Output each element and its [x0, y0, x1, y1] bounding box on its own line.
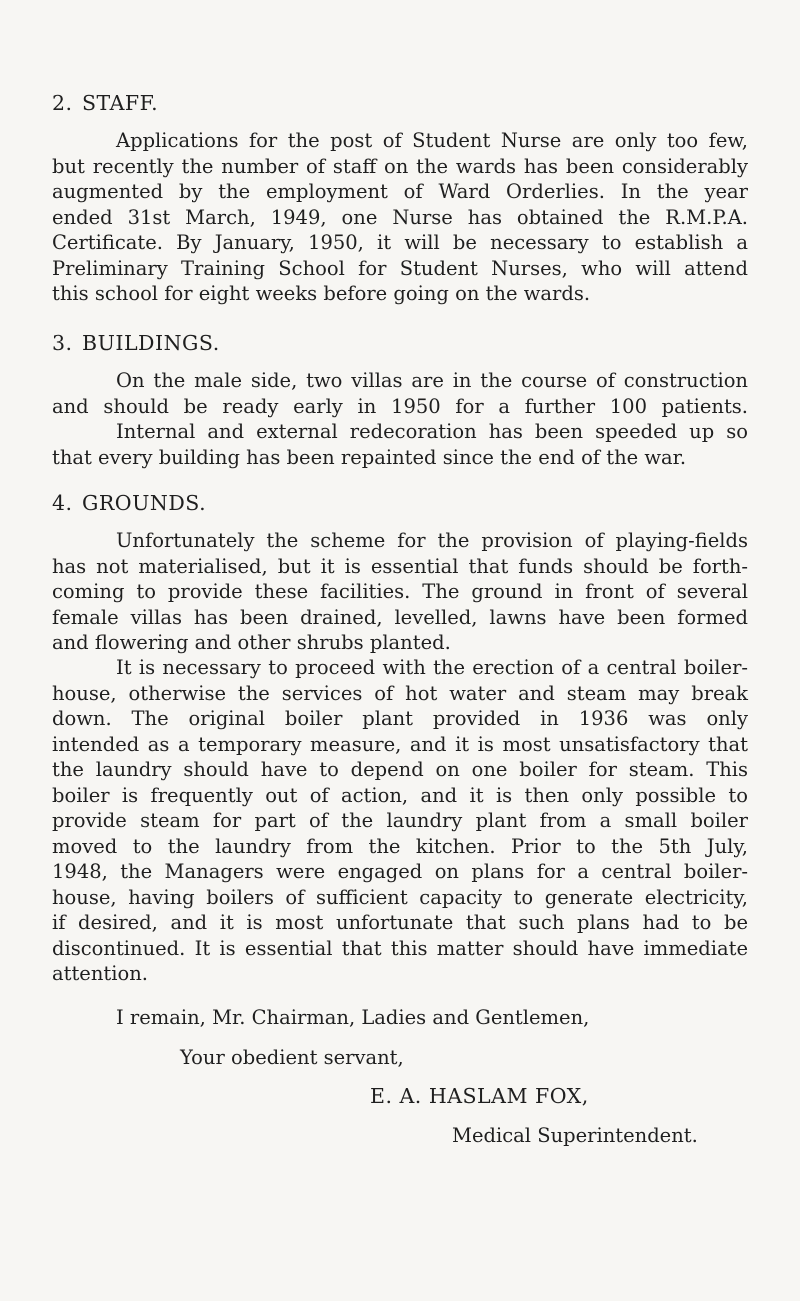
section-number: 3.: [52, 331, 73, 355]
paragraph-line: ended 31st March, 1949, one Nurse has obtained the R.M.P.A.: [52, 205, 748, 229]
paragraph-line: On the male side, two villas are in the course of construction: [116, 369, 748, 392]
paragraph-line: if desired, and it is most unfortunate that such plans had to be: [52, 911, 748, 934]
paragraph-line: boiler is frequently out of action, and it is then only possible to: [52, 783, 748, 807]
section-title: BUILDINGS.: [82, 331, 220, 355]
paragraph-line: Preliminary Training School for Student Nurses, who will attend: [52, 256, 748, 280]
paragraph-line: house, having boilers of sufficient capacity to generate electricity,: [52, 885, 748, 909]
paragraph-line: has not materialised, but it is essential that funds should be forth-: [52, 554, 748, 578]
staff-paragraph: [52, 128, 748, 307]
paragraph-line: the laundry should have to depend on one boiler for steam. This: [52, 758, 748, 781]
paragraph-line: attention.: [52, 962, 148, 985]
closing-salutation: I remain, Mr. Chairman, Ladies and Gentlemen,: [116, 1006, 590, 1029]
paragraph-line: that every building has been repainted since the end of the war.: [52, 445, 687, 469]
paragraph-line: female villas has been drained, levelled, lawns have been formed: [52, 605, 748, 629]
section-number: 4.: [52, 491, 73, 515]
paragraph-line: and flowering and other shrubs planted.: [52, 631, 451, 654]
section-number: 2.: [52, 91, 73, 115]
paragraph-line: coming to provide these facilities. The ground in front of several: [52, 580, 748, 603]
paragraph-line: this school for eight weeks before going on the wards.: [52, 282, 591, 305]
grounds-paragraph-1: [52, 528, 748, 656]
paragraph-line: Internal and external redecoration has been speeded up so: [116, 420, 748, 443]
paragraph-line: moved to the laundry from the kitchen. Prior to the 5th July,: [52, 834, 748, 858]
paragraph-line: intended as a temporary measure, and it is most unsatisfactory that: [52, 732, 748, 756]
paragraph-line: provide steam for part of the laundry plant from a small boiler: [52, 809, 748, 832]
section-heading-grounds: [52, 491, 206, 515]
section-title: STAFF.: [82, 91, 159, 115]
paragraph-line: augmented by the employment of Ward Orderlies. In the year: [52, 180, 748, 203]
paragraph-line: Applications for the post of Student Nurse are only too few,: [116, 129, 748, 152]
paragraph-line: house, otherwise the services of hot water and steam may break: [52, 681, 748, 705]
section-heading-staff: [52, 91, 158, 115]
section-heading-buildings: [52, 331, 220, 355]
paragraph-line: down. The original boiler plant provided in 1936 was only: [52, 707, 748, 730]
grounds-paragraph-2: [52, 655, 748, 987]
buildings-paragraph: [52, 368, 748, 470]
section-title: GROUNDS.: [82, 491, 207, 515]
signatory-title: Medical Superintendent.: [452, 1124, 698, 1147]
paragraph-line: but recently the number of staff on the wards has been considerably: [52, 154, 748, 178]
paragraph-line: Certificate. By January, 1950, it will be necessary to establish a: [52, 231, 748, 254]
closing-valediction: Your obedient servant,: [180, 1046, 404, 1069]
paragraph-line: It is necessary to proceed with the erection of a central boiler-: [116, 656, 748, 679]
paragraph-line: discontinued. It is essential that this matter should have immediate: [52, 936, 748, 960]
paragraph-line: and should be ready early in 1950 for a further 100 patients.: [52, 394, 748, 418]
paragraph-line: 1948, the Managers were engaged on plans for a central boiler-: [52, 860, 748, 883]
paragraph-line: Unfortunately the scheme for the provision of playing-fields: [116, 529, 748, 552]
signatory-name: E. A. HASLAM FOX,: [370, 1084, 589, 1108]
